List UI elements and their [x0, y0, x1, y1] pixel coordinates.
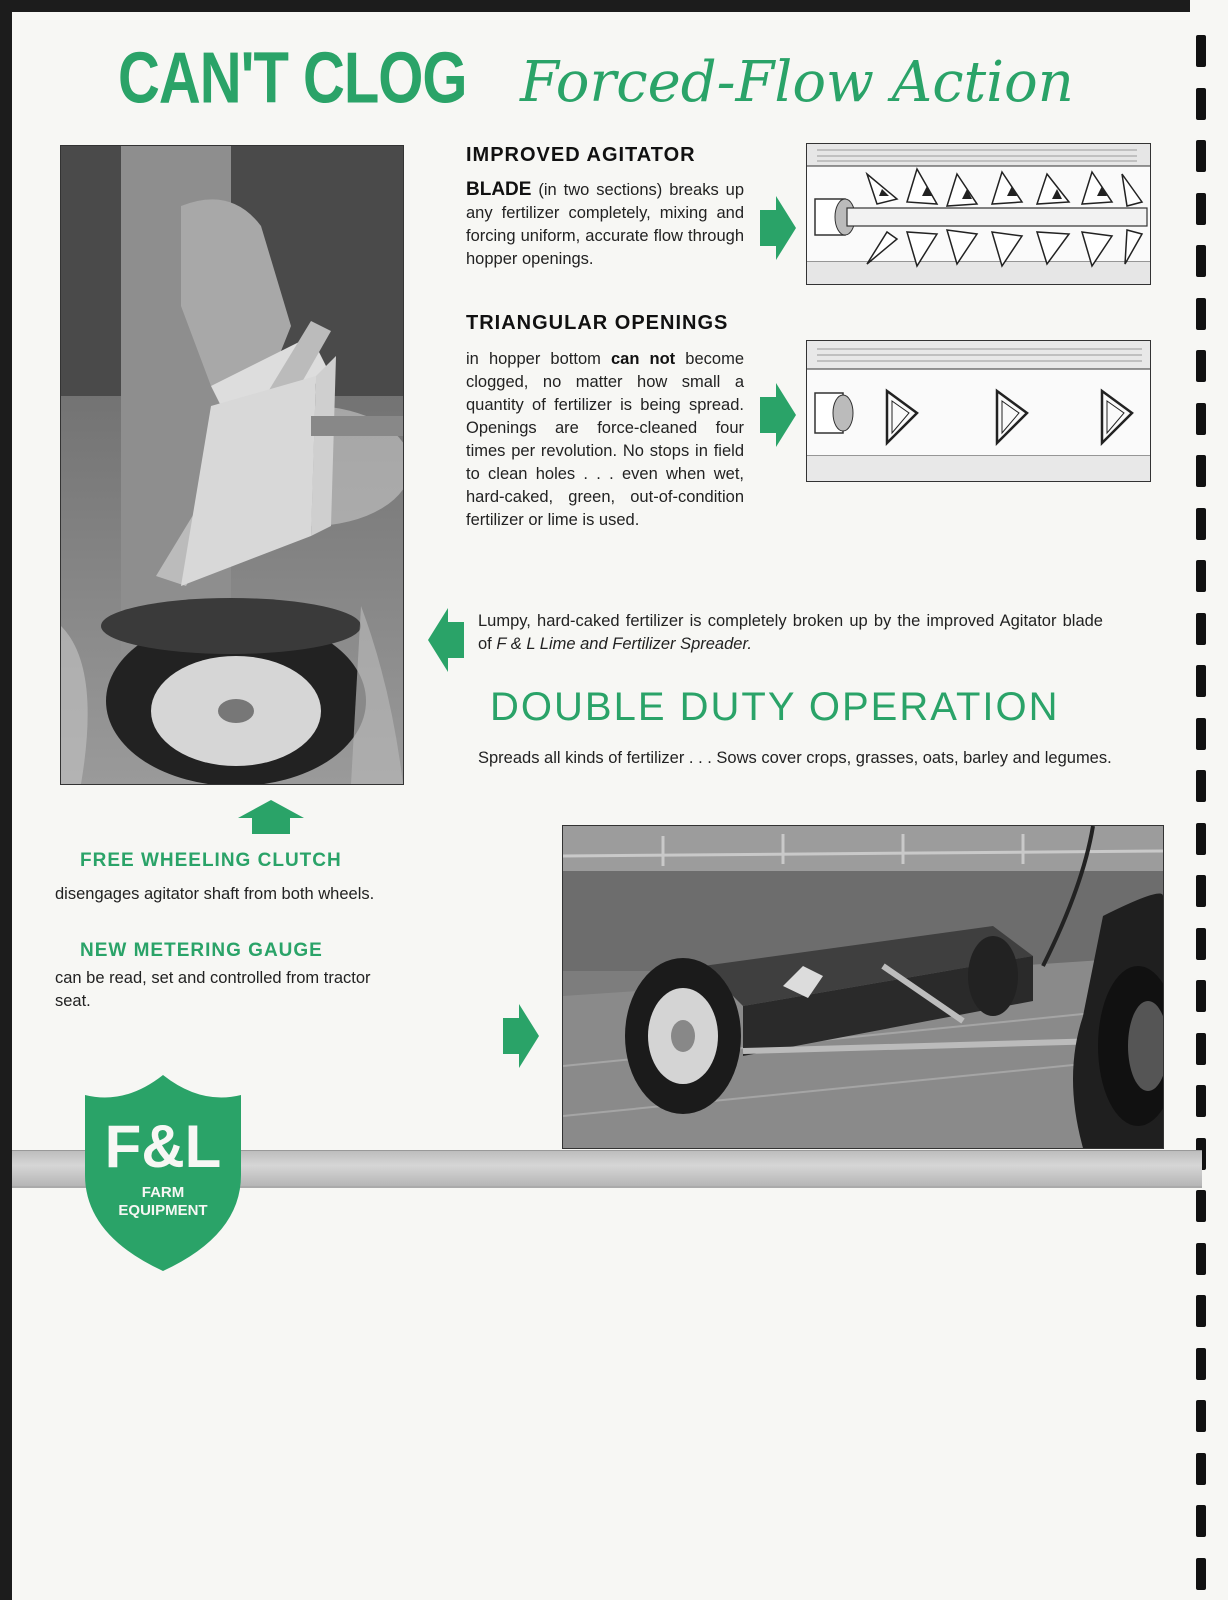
logo-line1: FARM: [141, 1184, 185, 1201]
fl-shield-logo: [75, 1075, 251, 1271]
binding-hole: [1196, 1243, 1206, 1275]
binding-hole: [1196, 35, 1206, 67]
binding-hole: [1196, 1558, 1206, 1590]
logo-brand: F&L: [104, 1113, 222, 1180]
binding-hole: [1196, 140, 1206, 172]
binding-hole: [1196, 1505, 1206, 1537]
binding-hole: [1196, 350, 1206, 382]
agitator-body: (in two sections) breaks up any fertilizer completely, mixing and forcing uniform, accurate flow through hopper openings.: [466, 181, 744, 268]
binding-hole: [1196, 613, 1206, 645]
binding-hole: [1196, 455, 1206, 487]
binding-hole: [1196, 403, 1206, 435]
double-duty-title: DOUBLE DUTY OPERATION: [490, 685, 1060, 729]
photo-caption: [478, 610, 1103, 656]
agitator-text: [466, 178, 744, 271]
binding-hole: [1196, 88, 1206, 120]
binding-hole: [1196, 193, 1206, 225]
arrow-right-icon: [503, 1004, 539, 1068]
binding-hole: [1196, 928, 1206, 960]
openings-body-b: become clogged, no matter how small a quantity of fertilizer is being spread. Openings are force-cleaned four times per revolution. No stops in field to clean holes . . . even when wet, hard-caked, green, out-of-condition fertilizer or lime is used.: [466, 350, 744, 529]
clutch-text: disengages agitator shaft from both wheels.: [55, 885, 375, 903]
binding-hole: [1196, 770, 1206, 802]
openings-body-a: in hopper bottom: [466, 350, 611, 368]
binding-hole: [1196, 298, 1206, 330]
triangular-openings-diagram: [806, 340, 1151, 482]
agitator-blade-illustration: [807, 144, 1150, 284]
openings-title: TRIANGULAR OPENINGS: [466, 312, 729, 334]
openings-emphasis: can not: [610, 350, 676, 368]
binding-hole: [1196, 560, 1206, 592]
arrow-right-icon: [760, 383, 796, 447]
binding-hole: [1196, 875, 1206, 907]
binding-hole: [1196, 245, 1206, 277]
agitator-blade-diagram: [806, 143, 1151, 285]
logo-line2: EQUIPMENT: [118, 1202, 208, 1219]
headline: CAN'T CLOG: [118, 37, 467, 119]
gauge-title: NEW METERING GAUGE: [80, 940, 323, 961]
photo-spreader-hopper-image: [61, 146, 403, 784]
binding-hole: [1196, 1400, 1206, 1432]
binding-hole: [1196, 508, 1206, 540]
binding-hole: [1196, 1295, 1206, 1327]
binding-hole: [1196, 823, 1206, 855]
arrow-right-icon: [760, 196, 796, 260]
arrow-up-icon: [238, 800, 304, 834]
binding-hole: [1196, 1453, 1206, 1485]
binding-hole: [1196, 1085, 1206, 1117]
photo-caption-text: Lumpy, hard-caked fertilizer is completely broken up by the improved Agitator blade of: [478, 612, 1103, 653]
arrow-left-icon: [428, 608, 464, 672]
openings-text: [466, 348, 744, 532]
photo-caption-product: F & L Lime and Fertilizer Spreader.: [496, 635, 752, 653]
binding-hole: [1196, 980, 1206, 1012]
binding-hole: [1196, 718, 1206, 750]
photo-spreader-field-image: [563, 826, 1163, 1148]
binding-hole: [1196, 1348, 1206, 1380]
photo-spreader-hopper: [60, 145, 404, 785]
binding-hole: [1196, 1033, 1206, 1065]
clutch-title: FREE WHEELING CLUTCH: [80, 850, 342, 871]
double-duty-text: Spreads all kinds of fertilizer . . . Sows cover crops, grasses, oats, barley and legumes.: [478, 749, 1112, 767]
script-title: Forced-Flow Action: [520, 50, 1074, 115]
agitator-title: IMPROVED AGITATOR: [466, 144, 696, 166]
photo-spreader-field: [562, 825, 1164, 1149]
triangular-openings-illustration: [807, 341, 1150, 481]
gauge-text: can be read, set and controlled from tractor seat.: [55, 969, 371, 1010]
agitator-lead: BLADE: [466, 179, 532, 200]
binding-hole: [1196, 665, 1206, 697]
binding-hole: [1196, 1190, 1206, 1222]
